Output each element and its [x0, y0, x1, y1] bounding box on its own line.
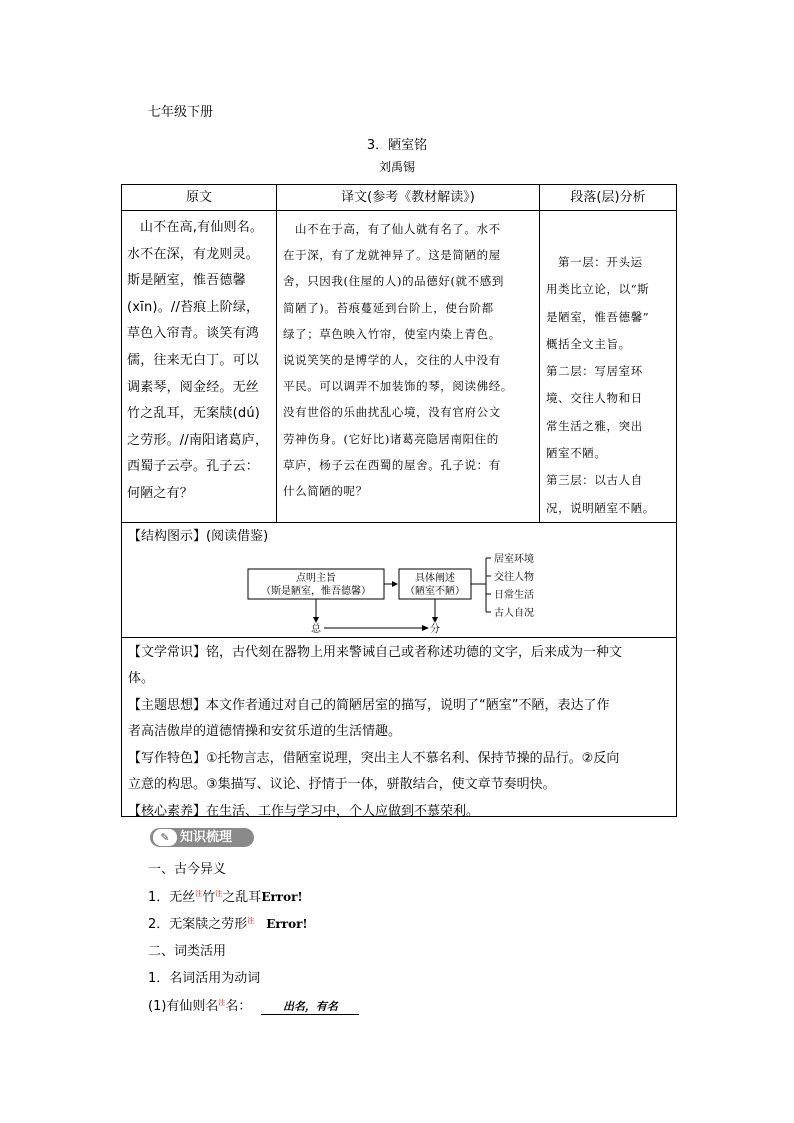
item-text: 竹 — [202, 890, 216, 905]
question-text: (1)有仙则名 — [148, 999, 219, 1014]
section-heading: 二、词类活用 — [148, 944, 227, 959]
core-text: 在生活、工作与学习中，个人应做到不慕荣利。 — [206, 803, 480, 819]
translation-line: 草庐，杨子云在西蜀的屋舍。孔子说：有 — [283, 457, 501, 472]
original-line: (xīn)。//苔痕上阶绿， — [127, 299, 260, 315]
writing-label: 【写作特色】 — [128, 750, 207, 766]
branch-living-environment: 居室环境 — [494, 553, 534, 565]
note-mark: 注 — [195, 889, 203, 898]
analysis-line: 第一层：开头运 — [558, 255, 643, 269]
list-item — [148, 886, 303, 905]
answer-blank: 出名，有名 — [261, 998, 359, 1015]
total-label: 总 — [311, 623, 321, 633]
item-text: 1．无丝 — [148, 890, 196, 905]
literature-text-cont: 体。 — [128, 671, 155, 687]
original-line: 之劳形。//南阳诸葛庐， — [127, 432, 269, 448]
translation-line: 山不在于高，有了仙人就有名了。水不 — [295, 222, 501, 236]
note-mark: 注 — [215, 889, 223, 898]
box2-line1: 具体阐述 — [415, 572, 455, 584]
translation-line: 简陋了)。苔痕蔓延到台阶上，使台阶都 — [283, 300, 494, 315]
original-line: 斯是陋室，惟吾德馨 — [127, 273, 246, 289]
translation-line: 说说笑笑的是博学的人，交往的人中没有 — [283, 353, 501, 368]
box1-line2: （斯是陋室，惟吾德馨） — [261, 585, 371, 597]
book-icon: ✎ — [153, 829, 177, 846]
original-text-cell — [122, 211, 277, 523]
analysis-line: 第二层：写居室环 — [546, 364, 643, 379]
question-item — [148, 995, 359, 1015]
question-text: 名： — [225, 999, 252, 1014]
literature-label: 【文学常识】 — [128, 644, 207, 660]
translation-line: 劳神伤身。(它好比)诸葛亮隐居南阳住的 — [283, 431, 499, 446]
translation-line: 平民。可以调弄不加装饰的琴，阅读佛经。 — [283, 379, 513, 394]
translation-cell — [277, 211, 540, 523]
notes-cell — [122, 522, 677, 819]
original-line: 调素琴，阅金经。无丝 — [127, 379, 260, 395]
arrow-head — [422, 625, 429, 631]
original-line: 西蜀子云亭。孔子云： — [127, 459, 260, 475]
original-line: 山不在高,有仙则名。 — [140, 220, 264, 235]
structure-diagram — [122, 547, 672, 633]
item-text: 之乱耳 — [222, 890, 262, 905]
analysis-line: 第三层：以古人自 — [546, 473, 643, 488]
analysis-line: 是陋室，惟吾德馨” — [546, 309, 650, 324]
arrow-head — [432, 617, 438, 623]
analysis-line: 陋室不陋。 — [546, 446, 607, 461]
paragraph-analysis-cell — [540, 211, 677, 523]
literature-text: 铭，古代刻在器物上用来警诫自己或者称述功德的文字，后来成为一种文 — [206, 644, 623, 660]
original-line: 儒，往来无白丁。可以 — [127, 352, 260, 368]
divider — [122, 637, 676, 638]
box1-line1: 点明主旨 — [296, 572, 336, 584]
item-text: 2．无案牍之劳形 — [148, 917, 248, 932]
literature-note — [128, 640, 670, 826]
analysis-line: 况，说明陋室不陋。 — [546, 500, 655, 515]
list-item — [148, 913, 308, 932]
original-line: 水不在深，有龙则灵。 — [127, 246, 260, 262]
original-line: 竹之乱耳，无案牍(dú) — [127, 406, 261, 422]
branch-companions: 交往人物 — [494, 571, 534, 583]
translation-line: 绿了；草色映入竹帘，使室内染上青色。 — [283, 326, 501, 341]
sub-heading: 1．名词活用为动词 — [148, 971, 261, 986]
translation-line: 什么简陋的呢？ — [283, 484, 368, 499]
translation-line: 在于深，有了龙就神异了。这是简陋的屋 — [283, 248, 501, 263]
translation-line: 没有世俗的乐曲扰乱心境，没有官府公文 — [283, 405, 501, 420]
box2-line2: （陋室不陋） — [405, 585, 465, 597]
writing-text: ①托物言志，借陋室说理，突出主人不慕名利、保持节操的品行。②反向 — [206, 750, 620, 766]
writing-text-cont: 立意的构思。③集描写、议论、抒情于一体，骈散结合，使文章节奏明快。 — [128, 777, 556, 793]
theme-text: 本文作者通过对自己的简陋居室的描写，说明了“陋室”不陋，表达了作 — [206, 697, 610, 713]
analysis-line: 用类比立论，以“斯 — [546, 282, 650, 297]
analysis-line: 境、交往人物和日 — [546, 391, 643, 406]
note-mark: 注 — [247, 916, 255, 925]
theme-label: 【主题思想】 — [128, 697, 207, 713]
analysis-line: 常生活之雅，突出 — [546, 418, 643, 433]
translation-line: 舍，只因我(住屋的人)的品德好(就不感到 — [283, 274, 504, 289]
col-original-header: 原文 — [122, 185, 277, 211]
arrow-head — [313, 617, 319, 623]
core-label: 【核心素养】 — [128, 803, 207, 819]
analysis-table — [121, 184, 677, 817]
running-header: 七年级下册 — [148, 105, 214, 120]
analysis-line: 概括全文主旨。 — [546, 336, 631, 351]
col-translation-header: 译文(参考《教材解读》) — [277, 185, 540, 211]
branch-ancient-example: 古人自况 — [494, 607, 534, 619]
col-analysis-header: 段落(层)分析 — [540, 185, 677, 211]
page-title: 3．陋室铭 — [366, 138, 428, 153]
structure-label: 【结构图示】 — [128, 528, 207, 544]
part-label: 分 — [430, 623, 440, 633]
original-line: 何陋之有？ — [127, 485, 194, 501]
error-text: Error! — [266, 917, 308, 931]
original-line: 草色入帘青。谈笑有鸿 — [127, 326, 260, 342]
author: 刘禹锡 — [378, 160, 415, 174]
structure-label-suffix: (阅读借鉴) — [206, 528, 269, 544]
note-mark: 注 — [218, 998, 226, 1007]
arrow-head — [392, 581, 398, 587]
theme-text-cont: 者高洁傲岸的道德情操和安贫乐道的生活情趣。 — [128, 724, 402, 740]
error-text: Error! — [261, 890, 303, 904]
branch-daily-life: 日常生活 — [494, 589, 534, 601]
knowledge-banner-text: 知识梳理 — [180, 830, 233, 845]
section-heading: 一、古今异义 — [148, 862, 227, 877]
